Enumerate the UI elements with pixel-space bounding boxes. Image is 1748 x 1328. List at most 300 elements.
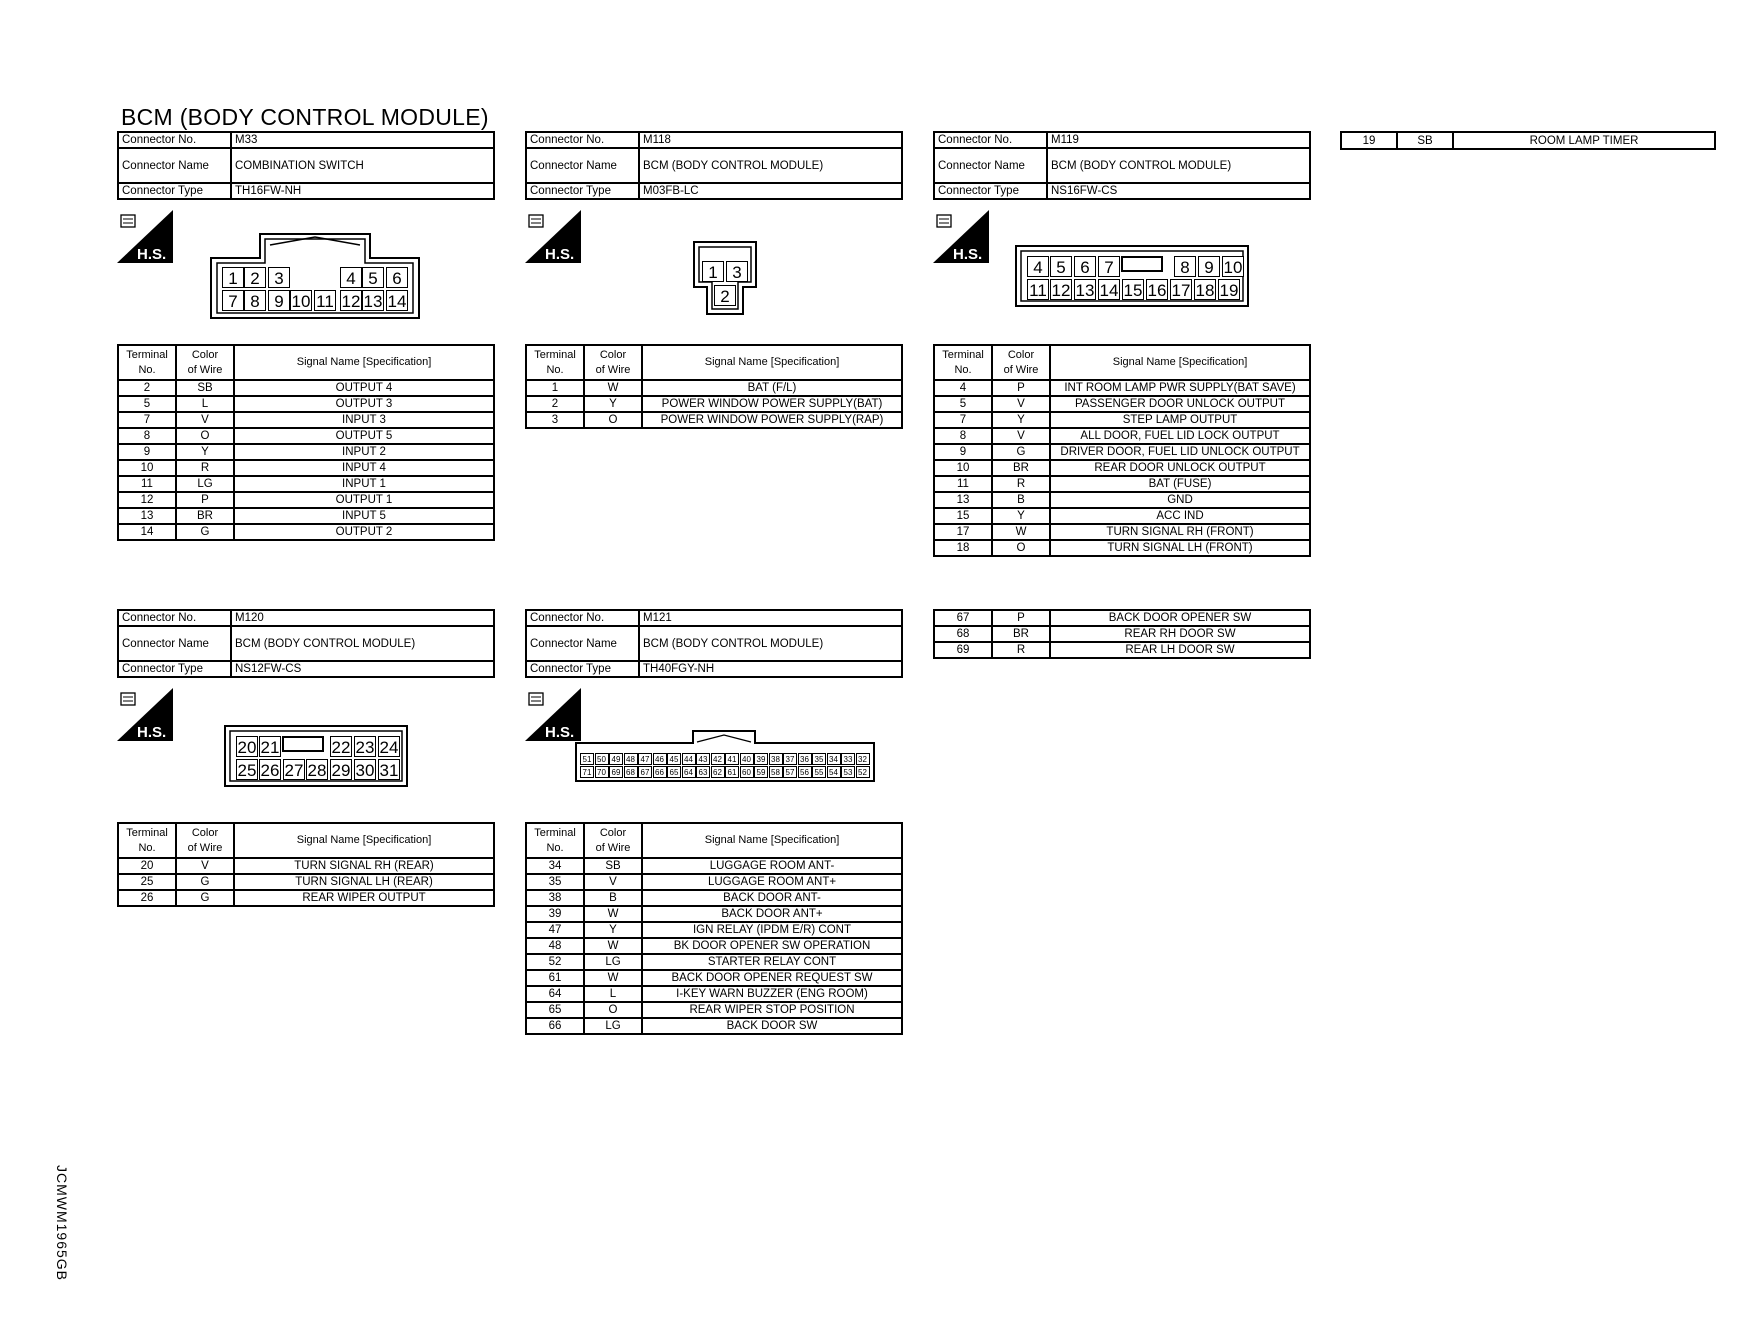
signal-name-cell: TURN SIGNAL LH (FRONT) — [1050, 540, 1310, 556]
connector-pin: 69 — [609, 766, 623, 778]
table-row — [934, 428, 1310, 444]
connector-type-value: TH16FW-NH — [231, 183, 494, 199]
wire-color-cell: SB — [176, 380, 234, 396]
wire-color-cell: L — [584, 986, 642, 1002]
table-row — [118, 890, 494, 906]
terminal-no-cell: 10 — [934, 460, 992, 476]
terminal-no-cell: 7 — [118, 412, 176, 428]
wire-color-cell: BR — [176, 508, 234, 524]
connector-pin: 17 — [1171, 281, 1191, 300]
terminal-no-cell: 2 — [118, 380, 176, 396]
signal-name-cell: ROOM LAMP TIMER — [1453, 132, 1715, 149]
wire-color-cell: V — [176, 412, 234, 428]
wire-color-cell: O — [992, 540, 1050, 556]
terminal-no-cell: 67 — [934, 610, 992, 626]
connector-no-value: M118 — [639, 132, 902, 148]
signal-name-cell: STARTER RELAY CONT — [642, 954, 902, 970]
signal-name-cell: INPUT 3 — [234, 412, 494, 428]
connector-pin: 71 — [580, 766, 594, 778]
signal-name-cell: TURN SIGNAL RH (FRONT) — [1050, 524, 1310, 540]
connector-name-label: Connector Name — [526, 626, 639, 661]
terminal-no-cell: 48 — [526, 938, 584, 954]
connector-pin: 43 — [696, 753, 710, 765]
terminal-no-cell: 69 — [934, 642, 992, 658]
table-row — [118, 444, 494, 460]
table-row — [526, 890, 902, 906]
wire-color-cell: Y — [584, 396, 642, 412]
connector-pin: 12 — [1051, 281, 1071, 300]
connector-pin: 7 — [1098, 256, 1120, 277]
connector-type-value: NS12FW-CS — [231, 661, 494, 677]
svg-text:H.S.: H.S. — [545, 246, 575, 263]
connector-pin: 66 — [653, 766, 667, 778]
wire-color-cell: P — [176, 492, 234, 508]
connector-pin: 44 — [682, 753, 696, 765]
wire-color-cell: R — [176, 460, 234, 476]
connector-no-value: M119 — [1047, 132, 1310, 148]
table-row — [526, 970, 902, 986]
table-row — [934, 476, 1310, 492]
table-row — [934, 460, 1310, 476]
connector-pin: 12 — [341, 292, 361, 311]
table-row — [526, 380, 902, 396]
table-row — [934, 412, 1310, 428]
connector-pin: 37 — [783, 753, 797, 765]
connector-pin: 11 — [1027, 279, 1049, 300]
terminal-no-cell: 65 — [526, 1002, 584, 1018]
wire-color-cell: LG — [584, 1018, 642, 1034]
terminal-no-cell: 10 — [118, 460, 176, 476]
table-row — [934, 396, 1310, 412]
connector-pin: 34 — [827, 753, 841, 765]
terminal-no-cell: 11 — [118, 476, 176, 492]
terminal-table-m121-continued — [933, 609, 1311, 659]
connector-pin: 42 — [711, 753, 725, 765]
connector-pin: 23 — [355, 738, 375, 757]
color-header: Color of Wire — [992, 345, 1050, 380]
table-row — [118, 874, 494, 890]
table-row — [934, 508, 1310, 524]
connector-pin: 28 — [307, 761, 327, 780]
wire-color-cell: W — [584, 380, 642, 396]
connector-pin: 25 — [237, 761, 257, 780]
terminal-no-cell: 9 — [118, 444, 176, 460]
wire-color-cell: B — [584, 890, 642, 906]
connector-pin: 15 — [1123, 281, 1143, 300]
connector-pin: 1 — [222, 267, 244, 288]
wire-color-cell: Y — [992, 412, 1050, 428]
connector-pin: 39 — [754, 753, 768, 765]
terminal-table-m121 — [525, 822, 903, 1035]
wire-color-cell: Y — [992, 508, 1050, 524]
terminal-no-cell: 34 — [526, 858, 584, 874]
terminal-no-cell: 18 — [934, 540, 992, 556]
connector-pin: 26 — [260, 761, 280, 780]
connector-pin: 50 — [595, 753, 609, 765]
connector-pin: 31 — [379, 761, 399, 780]
connector-pin: 59 — [754, 766, 768, 778]
terminal-no-cell: 52 — [526, 954, 584, 970]
connector-pin: 18 — [1195, 281, 1215, 300]
signal-name-cell: BAT (FUSE) — [1050, 476, 1310, 492]
connector-name-value: BCM (BODY CONTROL MODULE) — [639, 148, 902, 183]
table-row — [118, 396, 494, 412]
connector-pin: 6 — [1074, 256, 1096, 277]
connector-pin: 53 — [841, 766, 855, 778]
connector-pin: 68 — [624, 766, 638, 778]
wire-color-cell: R — [992, 642, 1050, 658]
signal-name-cell: OUTPUT 2 — [234, 524, 494, 540]
signal-name-cell: INPUT 1 — [234, 476, 494, 492]
table-row — [934, 626, 1310, 642]
connector-pin: 22 — [331, 738, 351, 757]
connector-name-label: Connector Name — [526, 148, 639, 183]
connector-pin: 8 — [1174, 256, 1196, 277]
table-row — [526, 954, 902, 970]
color-header: Color of Wire — [584, 345, 642, 380]
signal-name-cell: REAR LH DOOR SW — [1050, 642, 1310, 658]
signal-name-cell: ALL DOOR, FUEL LID LOCK OUTPUT — [1050, 428, 1310, 444]
table-row — [934, 610, 1310, 626]
signal-name-cell: IGN RELAY (IPDM E/R) CONT — [642, 922, 902, 938]
wire-color-cell: V — [584, 874, 642, 890]
wire-color-cell: P — [992, 380, 1050, 396]
harness-side-icon — [117, 210, 173, 263]
svg-text:H.S.: H.S. — [137, 724, 167, 741]
connector-pin: 5 — [362, 267, 384, 288]
signal-name-cell: GND — [1050, 492, 1310, 508]
signal-name-cell: TURN SIGNAL LH (REAR) — [234, 874, 494, 890]
connector-pin: 60 — [740, 766, 754, 778]
terminal-no-cell: 47 — [526, 922, 584, 938]
connector-pin: 2 — [714, 285, 736, 306]
connector-type-label: Connector Type — [118, 183, 231, 199]
connector-pin: 5 — [1050, 256, 1072, 277]
signal-name-cell: BK DOOR OPENER SW OPERATION — [642, 938, 902, 954]
wire-color-cell: W — [584, 938, 642, 954]
connector-no-value: M120 — [231, 610, 494, 626]
table-row — [934, 380, 1310, 396]
connector-pin: 7 — [222, 290, 244, 311]
table-row — [118, 858, 494, 874]
connector-pin: 40 — [740, 753, 754, 765]
connector-pin: 58 — [769, 766, 783, 778]
terminal-no-cell: 1 — [526, 380, 584, 396]
connector-type-value: M03FB-LC — [639, 183, 902, 199]
connector-pin: 4 — [1027, 256, 1049, 277]
table-row — [526, 906, 902, 922]
terminal-no-header: Terminal No. — [118, 345, 176, 380]
wire-color-cell: G — [176, 890, 234, 906]
connector-no-label: Connector No. — [526, 132, 639, 148]
signal-name-cell: I-KEY WARN BUZZER (ENG ROOM) — [642, 986, 902, 1002]
connector-no-label: Connector No. — [526, 610, 639, 626]
terminal-no-cell: 5 — [934, 396, 992, 412]
terminal-no-header: Terminal No. — [934, 345, 992, 380]
wire-color-cell: W — [584, 906, 642, 922]
connector-pin: 35 — [812, 753, 826, 765]
connector-pin: 13 — [1075, 281, 1095, 300]
signal-name-cell: INPUT 4 — [234, 460, 494, 476]
connector-name-label: Connector Name — [118, 148, 231, 183]
table-row — [118, 428, 494, 444]
connector-pin: 14 — [387, 292, 407, 311]
terminal-table-m120 — [117, 822, 495, 907]
harness-side-icon — [525, 210, 581, 263]
table-row — [526, 1002, 902, 1018]
connector-pin: 46 — [653, 753, 667, 765]
wire-color-cell: V — [992, 396, 1050, 412]
signal-name-cell: BACK DOOR OPENER SW — [1050, 610, 1310, 626]
signal-name-cell: LUGGAGE ROOM ANT- — [642, 858, 902, 874]
connector-name-value: BCM (BODY CONTROL MODULE) — [1047, 148, 1310, 183]
connector-info-m33 — [117, 131, 495, 200]
signal-name-cell: OUTPUT 3 — [234, 396, 494, 412]
signal-name-cell: REAR RH DOOR SW — [1050, 626, 1310, 642]
terminal-no-cell: 61 — [526, 970, 584, 986]
terminal-no-cell: 14 — [118, 524, 176, 540]
wire-color-cell: P — [992, 610, 1050, 626]
connector-pin: 19 — [1219, 281, 1239, 300]
signal-name-cell: ACC IND — [1050, 508, 1310, 524]
connector-pin: 10 — [291, 292, 311, 311]
connector-no-label: Connector No. — [118, 610, 231, 626]
svg-text:H.S.: H.S. — [953, 246, 983, 263]
terminal-no-cell: 17 — [934, 524, 992, 540]
terminal-no-cell: 3 — [526, 412, 584, 428]
signal-name-cell: TURN SIGNAL RH (REAR) — [234, 858, 494, 874]
diagram-id: JCMWM1965GB — [54, 1165, 70, 1282]
connector-type-label: Connector Type — [526, 183, 639, 199]
connector-pin: 49 — [609, 753, 623, 765]
connector-pin: 51 — [580, 753, 594, 765]
connector-pin: 63 — [696, 766, 710, 778]
color-header: Color of Wire — [176, 345, 234, 380]
color-header: Color of Wire — [176, 823, 234, 858]
connector-pin: 61 — [725, 766, 739, 778]
connector-pin: 16 — [1147, 281, 1167, 300]
table-row — [118, 492, 494, 508]
table-row — [526, 1018, 902, 1034]
wire-color-cell: G — [176, 874, 234, 890]
connector-pin: 32 — [856, 753, 870, 765]
connector-pin: 13 — [363, 292, 383, 311]
wire-color-cell: O — [584, 412, 642, 428]
connector-pin: 14 — [1099, 281, 1119, 300]
terminal-no-cell: 39 — [526, 906, 584, 922]
table-row — [526, 858, 902, 874]
connector-pin: 38 — [769, 753, 783, 765]
signal-name-cell: POWER WINDOW POWER SUPPLY(BAT) — [642, 396, 902, 412]
table-row — [526, 396, 902, 412]
connector-pin: 52 — [856, 766, 870, 778]
signal-name-cell: BAT (F/L) — [642, 380, 902, 396]
terminal-table-m118 — [525, 344, 903, 429]
connector-pin: 57 — [783, 766, 797, 778]
connector-type-label: Connector Type — [526, 661, 639, 677]
connector-pin: 55 — [812, 766, 826, 778]
wire-color-cell: BR — [992, 460, 1050, 476]
connector-pin: 30 — [355, 761, 375, 780]
connector-pin: 9 — [1198, 256, 1220, 277]
connector-pin: 9 — [268, 290, 290, 311]
connector-pin: 56 — [798, 766, 812, 778]
connector-type-label: Connector Type — [118, 661, 231, 677]
signal-header: Signal Name [Specification] — [234, 345, 494, 380]
table-row — [526, 874, 902, 890]
connector-name-label: Connector Name — [118, 626, 231, 661]
signal-name-cell: REAR DOOR UNLOCK OUTPUT — [1050, 460, 1310, 476]
connector-no-value: M33 — [231, 132, 494, 148]
wire-color-cell: BR — [992, 626, 1050, 642]
table-row — [1341, 132, 1715, 149]
connector-pin: 24 — [379, 738, 399, 757]
signal-header: Signal Name [Specification] — [642, 823, 902, 858]
wire-color-cell: O — [584, 1002, 642, 1018]
connector-type-label: Connector Type — [934, 183, 1047, 199]
signal-name-cell: POWER WINDOW POWER SUPPLY(RAP) — [642, 412, 902, 428]
wire-color-cell: W — [992, 524, 1050, 540]
signal-name-cell: OUTPUT 4 — [234, 380, 494, 396]
signal-name-cell: INPUT 2 — [234, 444, 494, 460]
wire-color-cell: V — [176, 858, 234, 874]
wire-color-cell: Y — [584, 922, 642, 938]
page-title: BCM (BODY CONTROL MODULE) — [121, 104, 489, 130]
connector-no-value: M121 — [639, 610, 902, 626]
signal-name-cell: BACK DOOR OPENER REQUEST SW — [642, 970, 902, 986]
terminal-no-header: Terminal No. — [526, 823, 584, 858]
connector-pin: 48 — [624, 753, 638, 765]
terminal-no-cell: 13 — [118, 508, 176, 524]
table-row — [526, 412, 902, 428]
table-row — [934, 492, 1310, 508]
table-row — [118, 380, 494, 396]
hs-label: H.S. — [137, 246, 167, 263]
terminal-no-cell: 38 — [526, 890, 584, 906]
terminal-no-cell: 66 — [526, 1018, 584, 1034]
terminal-no-cell: 12 — [118, 492, 176, 508]
connector-pin: 65 — [667, 766, 681, 778]
wire-color-cell: B — [992, 492, 1050, 508]
wire-color-cell: LG — [176, 476, 234, 492]
connector-pin: 4 — [340, 267, 362, 288]
terminal-no-cell: 19 — [1341, 132, 1397, 149]
terminal-no-cell: 9 — [934, 444, 992, 460]
harness-side-icon — [933, 210, 989, 263]
terminal-no-cell: 11 — [934, 476, 992, 492]
signal-name-cell: INT ROOM LAMP PWR SUPPLY(BAT SAVE) — [1050, 380, 1310, 396]
signal-header: Signal Name [Specification] — [1050, 345, 1310, 380]
table-row — [526, 938, 902, 954]
connector-pin: 2 — [244, 267, 266, 288]
terminal-no-cell: 8 — [934, 428, 992, 444]
table-row — [118, 412, 494, 428]
terminal-no-cell: 20 — [118, 858, 176, 874]
connector-pin: 41 — [725, 753, 739, 765]
connector-name-label: Connector Name — [934, 148, 1047, 183]
connector-pin: 47 — [638, 753, 652, 765]
terminal-no-cell: 15 — [934, 508, 992, 524]
signal-name-cell: BACK DOOR ANT+ — [642, 906, 902, 922]
signal-name-cell: OUTPUT 5 — [234, 428, 494, 444]
connector-pin: 1 — [702, 261, 724, 282]
table-row — [934, 444, 1310, 460]
terminal-no-cell: 68 — [934, 626, 992, 642]
wire-color-cell: Y — [176, 444, 234, 460]
terminal-no-header: Terminal No. — [118, 823, 176, 858]
connector-pin: 21 — [260, 738, 280, 757]
terminal-no-cell: 5 — [118, 396, 176, 412]
connector-pin: 67 — [638, 766, 652, 778]
wire-color-cell: LG — [584, 954, 642, 970]
connector-type-value: NS16FW-CS — [1047, 183, 1310, 199]
connector-pin: 3 — [726, 261, 748, 282]
connector-pin: 64 — [682, 766, 696, 778]
signal-name-cell: BACK DOOR ANT- — [642, 890, 902, 906]
terminal-no-cell: 8 — [118, 428, 176, 444]
terminal-no-cell: 7 — [934, 412, 992, 428]
terminal-no-cell: 64 — [526, 986, 584, 1002]
signal-name-cell: DRIVER DOOR, FUEL LID UNLOCK OUTPUT — [1050, 444, 1310, 460]
connector-info-m120 — [117, 609, 495, 678]
connector-no-label: Connector No. — [934, 132, 1047, 148]
signal-header: Signal Name [Specification] — [234, 823, 494, 858]
terminal-table-m33 — [117, 344, 495, 541]
connector-pin: 10 — [1223, 258, 1243, 277]
terminal-no-cell: 2 — [526, 396, 584, 412]
table-row — [118, 508, 494, 524]
connector-info-m119 — [933, 131, 1311, 200]
connector-name-value: COMBINATION SWITCH — [231, 148, 494, 183]
connector-pin: 6 — [386, 267, 408, 288]
table-row — [118, 524, 494, 540]
wire-color-cell: R — [992, 476, 1050, 492]
connector-info-m121 — [525, 609, 903, 678]
wire-color-cell: SB — [584, 858, 642, 874]
connector-pin: 70 — [595, 766, 609, 778]
signal-header: Signal Name [Specification] — [642, 345, 902, 380]
wire-color-cell: L — [176, 396, 234, 412]
connector-pin: 3 — [268, 267, 290, 288]
wire-color-cell: SB — [1397, 132, 1453, 149]
connector-pin: 62 — [711, 766, 725, 778]
signal-name-cell: REAR WIPER STOP POSITION — [642, 1002, 902, 1018]
connector-pin: 11 — [314, 290, 336, 311]
terminal-no-cell: 25 — [118, 874, 176, 890]
terminal-no-header: Terminal No. — [526, 345, 584, 380]
wire-color-cell: V — [992, 428, 1050, 444]
connector-pin: 54 — [827, 766, 841, 778]
terminal-no-cell: 4 — [934, 380, 992, 396]
signal-name-cell: STEP LAMP OUTPUT — [1050, 412, 1310, 428]
terminal-no-cell: 35 — [526, 874, 584, 890]
table-row — [934, 540, 1310, 556]
table-row — [118, 476, 494, 492]
signal-name-cell: REAR WIPER OUTPUT — [234, 890, 494, 906]
connector-pin: 29 — [331, 761, 351, 780]
connector-pin: 36 — [798, 753, 812, 765]
wire-color-cell: W — [584, 970, 642, 986]
table-row — [526, 986, 902, 1002]
wire-color-cell: G — [992, 444, 1050, 460]
table-row — [526, 922, 902, 938]
wire-color-cell: G — [176, 524, 234, 540]
signal-name-cell: LUGGAGE ROOM ANT+ — [642, 874, 902, 890]
connector-no-label: Connector No. — [118, 132, 231, 148]
harness-side-icon — [525, 688, 581, 741]
connector-pin: 45 — [667, 753, 681, 765]
table-row — [118, 460, 494, 476]
